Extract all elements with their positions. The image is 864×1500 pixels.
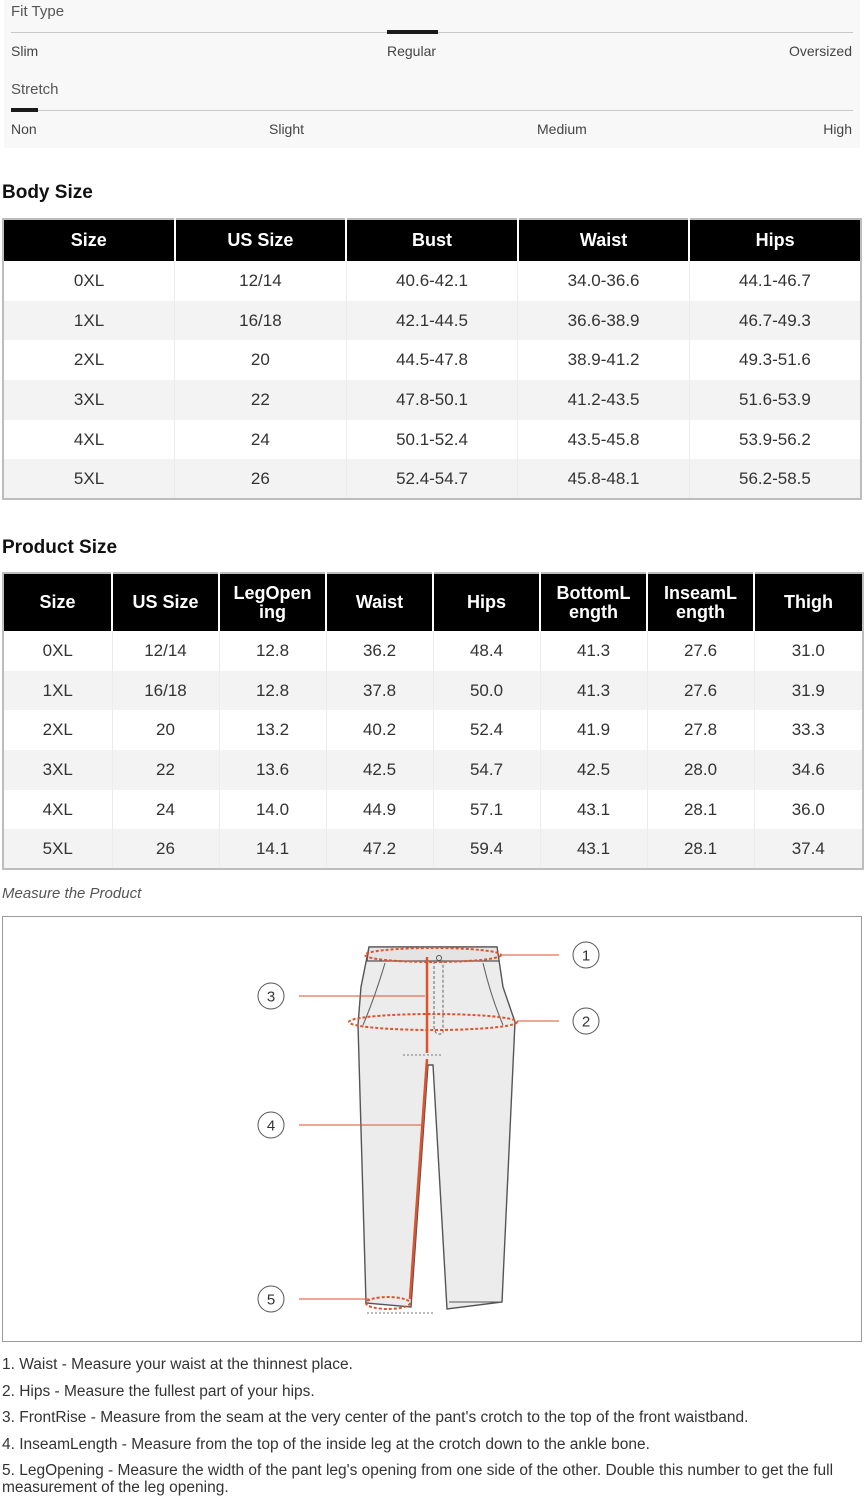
table-cell: 2XL	[73, 350, 105, 370]
marker-label: 2	[581, 1013, 591, 1031]
table-cell: 20	[112, 710, 219, 750]
stretch-option-medium: Medium	[537, 121, 587, 137]
table-cell: 2XL	[42, 720, 73, 740]
stretch-track	[11, 110, 853, 111]
table-cell: 3XL	[3, 380, 175, 420]
note-front-rise: 3. FrontRise - Measure from the seam at the very center of the pant's crotch to the top of the front waistband.	[2, 1409, 749, 1426]
table-cell: 20	[175, 340, 347, 380]
table-cell: 43.5-45.8	[518, 420, 690, 460]
table-cell: 27.6	[647, 631, 754, 671]
table-cell: 50.0	[433, 671, 540, 711]
table-cell: 53.9-56.2	[689, 420, 861, 460]
table-cell: 41.3	[540, 631, 647, 671]
table-cell: 5XL	[3, 459, 175, 499]
pants-illustration	[358, 947, 515, 1313]
table-cell: 44.1-46.7	[689, 261, 861, 301]
table-row	[3, 301, 861, 341]
table-row	[3, 631, 863, 671]
column-header: BottomL ength	[540, 573, 647, 631]
table-cell: 36.6-38.9	[518, 301, 690, 341]
marker-3	[258, 983, 284, 1009]
table-cell: 31.0	[754, 631, 863, 671]
table-cell: 43.1	[540, 829, 647, 869]
table-cell: 28.1	[647, 829, 754, 869]
table-row	[3, 261, 861, 301]
column-header: Size	[3, 573, 112, 631]
table-row	[3, 750, 863, 790]
column-header: Size	[3, 219, 175, 261]
table-cell: 28.0	[647, 750, 754, 790]
fit-stretch-panel	[4, 0, 860, 148]
table-row	[3, 459, 861, 499]
fit-type-option-slim: Slim	[11, 43, 39, 59]
marker-2	[573, 1008, 599, 1034]
note-waist: 1. Waist - Measure your waist at the thinnest place.	[2, 1356, 353, 1373]
table-cell: 36.0	[754, 790, 863, 830]
body-size-table	[2, 218, 862, 500]
table-cell: 38.9-41.2	[518, 340, 690, 380]
product-size-title: Product Size	[2, 537, 118, 558]
table-header-row	[3, 573, 863, 631]
table-cell: 12.8	[219, 671, 326, 711]
table-cell: 13.2	[219, 710, 326, 750]
table-cell: 40.6-42.1	[346, 261, 518, 301]
column-header: US Size	[175, 219, 347, 261]
table-cell: 5XL	[3, 829, 112, 869]
stretch-option-non: Non	[11, 121, 37, 137]
table-cell: 1XL	[3, 301, 175, 341]
table-cell: 47.2	[326, 829, 433, 869]
pants-diagram-svg	[3, 917, 861, 1341]
table-cell: 31.9	[754, 671, 863, 711]
table-row	[3, 380, 861, 420]
table-cell: 52.4-54.7	[346, 459, 518, 499]
measure-caption: Measure the Product	[2, 885, 142, 902]
measurement-diagram	[2, 916, 862, 1342]
table-cell: 3XL	[3, 750, 112, 790]
stretch-option-slight: Slight	[269, 121, 305, 137]
table-cell: 45.8-48.1	[518, 459, 690, 499]
table-cell: 52.4	[433, 710, 540, 750]
table-row	[3, 790, 863, 830]
table-cell: 4XL	[73, 429, 105, 449]
table-cell: 14.0	[219, 790, 326, 830]
column-header: LegOpen ing	[219, 573, 326, 631]
table-row	[3, 420, 861, 460]
table-cell: 16/18	[175, 301, 347, 341]
table-cell: 41.2-43.5	[518, 380, 690, 420]
table-cell: 12.8	[219, 631, 326, 671]
table-cell: 24	[112, 790, 219, 830]
table-cell: 42.5	[326, 750, 433, 790]
fit-type-option-oversized: Oversized	[788, 43, 852, 59]
column-header: Thigh	[754, 573, 863, 631]
table-cell: 12/14	[112, 631, 219, 671]
table-cell: 28.1	[647, 790, 754, 830]
fit-type-option-regular: Regular	[387, 43, 437, 59]
marker-5	[258, 1286, 284, 1312]
table-cell: 26	[175, 459, 347, 499]
product-size-table	[2, 572, 864, 870]
table-cell: 12/14	[175, 261, 347, 301]
table-cell: 42.5	[540, 750, 647, 790]
table-cell: 44.5-47.8	[346, 340, 518, 380]
note-leg-opening: 5. LegOpening - Measure the width of the pant leg's opening from one side of the other. Double this number to get the full measurement of the leg opening.	[2, 1462, 834, 1496]
note-inseam-length: 4. InseamLength - Measure from the top of the inside leg at the crotch down to the ankle bone.	[2, 1435, 650, 1453]
marker-label: 4	[266, 1117, 276, 1135]
table-row	[3, 340, 861, 380]
body-size-title: Body Size	[2, 182, 93, 203]
table-cell: 49.3-51.6	[689, 340, 861, 380]
table-row	[3, 829, 863, 869]
table-cell: 37.8	[326, 671, 433, 711]
column-header: Hips	[689, 219, 861, 261]
table-cell: 16/18	[112, 671, 219, 711]
table-cell: 51.6-53.9	[689, 380, 861, 420]
table-cell: 24	[175, 420, 347, 460]
column-header: Hips	[433, 573, 540, 631]
table-cell: 42.1-44.5	[346, 301, 518, 341]
table-row	[3, 710, 863, 750]
column-header: Bust	[346, 219, 518, 261]
column-header: Waist	[518, 219, 690, 261]
table-cell: 56.2-58.5	[689, 459, 861, 499]
table-cell: 40.2	[326, 710, 433, 750]
table-cell: 59.4	[433, 829, 540, 869]
table-cell: 48.4	[433, 631, 540, 671]
table-cell: 36.2	[326, 631, 433, 671]
marker-label: 3	[266, 988, 276, 1006]
table-cell: 41.9	[540, 710, 647, 750]
column-header: InseamL ength	[647, 573, 754, 631]
table-cell: 50.1-52.4	[346, 420, 518, 460]
table-cell: 0XL	[42, 640, 73, 660]
column-header: Waist	[326, 573, 433, 631]
note-hips: 2. Hips - Measure the fullest part of your hips.	[2, 1382, 315, 1400]
table-cell: 27.6	[647, 671, 754, 711]
stretch-indicator	[11, 108, 38, 112]
table-cell: 27.8	[647, 710, 754, 750]
measurement-notes	[2, 1356, 860, 1500]
table-header-row	[3, 219, 861, 261]
fit-type-indicator	[387, 30, 438, 34]
marker-label: 1	[581, 947, 591, 965]
table-cell: 22	[175, 380, 347, 420]
table-cell: 47.8-50.1	[346, 380, 518, 420]
table-cell: 43.1	[540, 790, 647, 830]
table-cell: 13.6	[219, 750, 326, 790]
table-cell: 37.4	[754, 829, 863, 869]
marker-label: 5	[266, 1291, 276, 1309]
table-cell: 14.1	[219, 829, 326, 869]
table-cell: 33.3	[754, 710, 863, 750]
table-row	[3, 671, 863, 711]
table-cell: 41.3	[540, 671, 647, 711]
table-cell: 26	[112, 829, 219, 869]
table-cell: 34.6	[754, 750, 863, 790]
stretch-option-high: High	[823, 121, 852, 137]
table-cell: 1XL	[3, 671, 112, 711]
marker-4	[258, 1112, 284, 1138]
column-header: US Size	[112, 573, 219, 631]
table-cell: 22	[112, 750, 219, 790]
table-cell: 4XL	[42, 799, 73, 819]
table-cell: 44.9	[326, 790, 433, 830]
table-cell: 34.0-36.6	[518, 261, 690, 301]
fit-type-title: Fit Type	[11, 3, 65, 20]
stretch-title: Stretch	[11, 81, 59, 98]
table-cell: 54.7	[433, 750, 540, 790]
table-cell: 57.1	[433, 790, 540, 830]
table-cell: 46.7-49.3	[689, 301, 861, 341]
marker-1	[573, 942, 599, 968]
table-cell: 0XL	[73, 270, 105, 290]
